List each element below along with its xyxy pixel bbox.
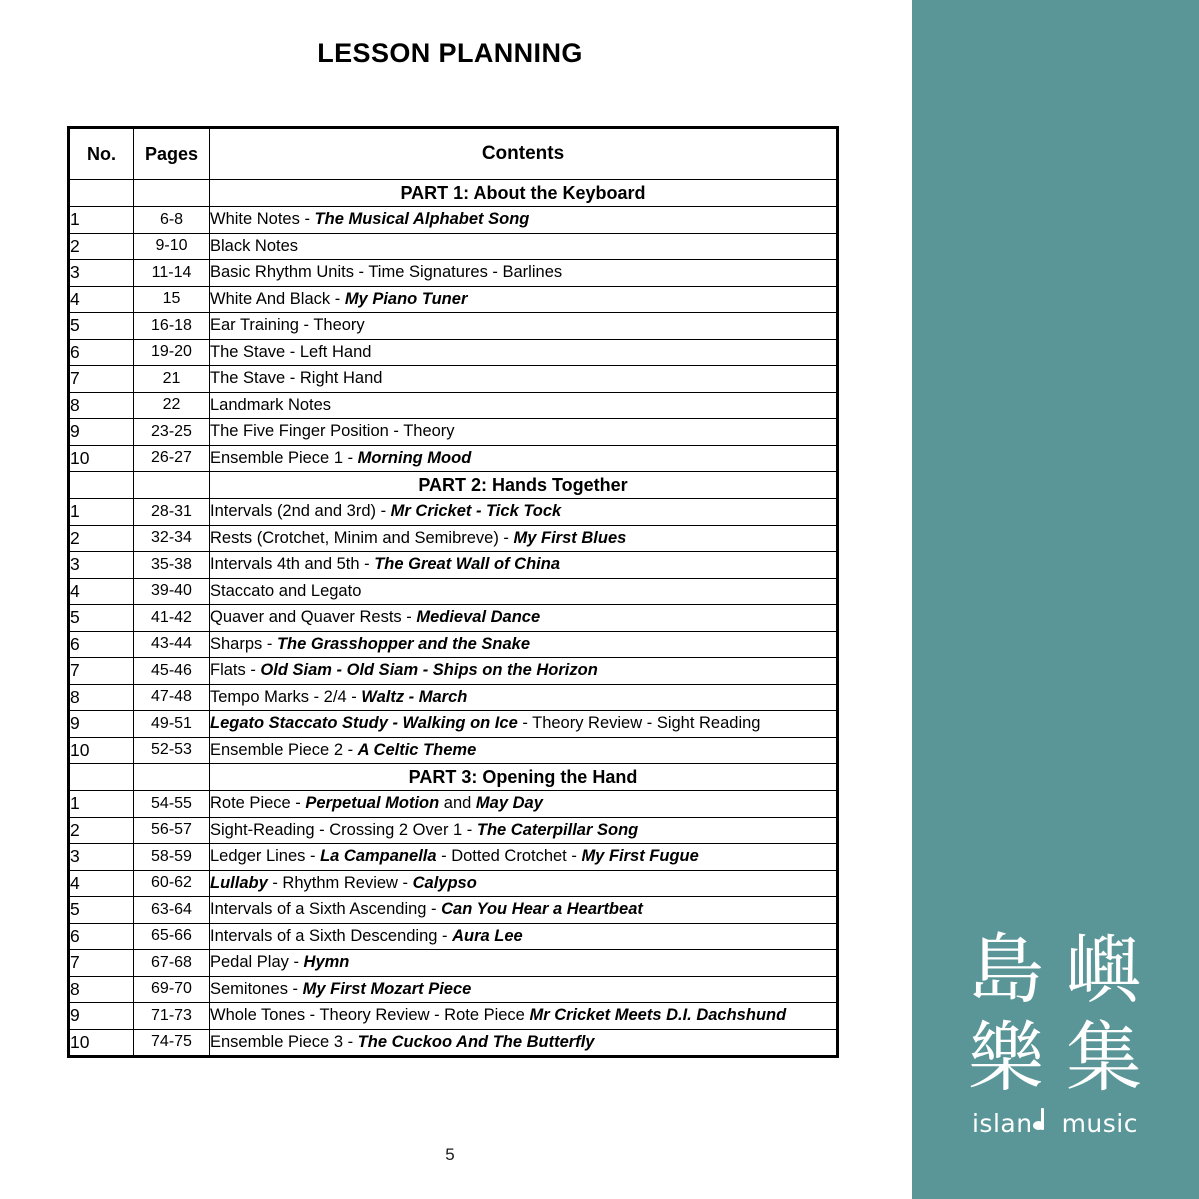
logo-wordmark-island-text: islan bbox=[971, 1109, 1033, 1138]
piece-title: Mr Cricket Meets D.I. Dachshund bbox=[529, 1006, 787, 1025]
row-contents bbox=[210, 1003, 838, 1030]
row-pages: 11-14 bbox=[134, 260, 210, 287]
table-row bbox=[69, 737, 838, 764]
contents-text: White And Black - bbox=[210, 289, 345, 308]
row-number: 6 bbox=[69, 923, 134, 950]
table-row bbox=[69, 870, 838, 897]
contents-text: Rests (Crotchet, Minim and Semibreve) - bbox=[210, 528, 514, 547]
row-pages: 19-20 bbox=[134, 339, 210, 366]
row-number: 6 bbox=[69, 631, 134, 658]
table-header bbox=[69, 128, 838, 180]
table-header-row bbox=[69, 128, 838, 180]
row-number: 1 bbox=[69, 499, 134, 526]
contents-text: Tempo Marks - 2/4 - bbox=[210, 687, 362, 706]
piece-title: Hymn bbox=[303, 953, 350, 972]
part-heading-blank-pages bbox=[134, 764, 210, 791]
contents-text: The Five Finger Position - Theory bbox=[210, 422, 455, 441]
row-contents bbox=[210, 233, 838, 260]
piece-title: Can You Hear a Heartbeat bbox=[441, 900, 643, 919]
row-contents bbox=[210, 260, 838, 287]
row-contents bbox=[210, 366, 838, 393]
row-number: 5 bbox=[69, 897, 134, 924]
row-contents bbox=[210, 897, 838, 924]
table-row bbox=[69, 552, 838, 579]
table-row bbox=[69, 1029, 838, 1057]
row-pages: 56-57 bbox=[134, 817, 210, 844]
table-row bbox=[69, 1003, 838, 1030]
table-row bbox=[69, 207, 838, 234]
table-row bbox=[69, 658, 838, 685]
table-row bbox=[69, 339, 838, 366]
table-row bbox=[69, 605, 838, 632]
row-number: 10 bbox=[69, 445, 134, 472]
row-number: 8 bbox=[69, 392, 134, 419]
row-number: 9 bbox=[69, 1003, 134, 1030]
row-contents bbox=[210, 631, 838, 658]
piece-title: The Musical Alphabet Song bbox=[314, 210, 530, 229]
piece-title: The Great Wall of China bbox=[374, 555, 560, 574]
table-row bbox=[69, 260, 838, 287]
contents-text: Ensemble Piece 3 - bbox=[210, 1032, 358, 1051]
row-number: 7 bbox=[69, 950, 134, 977]
row-contents bbox=[210, 552, 838, 579]
logo-char-2: 嶼 bbox=[1066, 925, 1142, 1014]
row-contents bbox=[210, 207, 838, 234]
row-pages: 39-40 bbox=[134, 578, 210, 605]
row-number: 9 bbox=[69, 711, 134, 738]
part-heading-row bbox=[69, 764, 838, 791]
piece-title: My First Fugue bbox=[581, 847, 699, 866]
piece-title: Aura Lee bbox=[452, 926, 523, 945]
contents-text: Sight-Reading - Crossing 2 Over 1 - bbox=[210, 820, 477, 839]
piece-title: The Caterpillar Song bbox=[476, 820, 639, 839]
row-pages: 6-8 bbox=[134, 207, 210, 234]
contents-text: Landmark Notes bbox=[210, 395, 332, 414]
table-row bbox=[69, 233, 838, 260]
row-contents bbox=[210, 313, 838, 340]
logo-cjk-characters bbox=[964, 925, 1146, 1102]
row-contents bbox=[210, 737, 838, 764]
row-number: 8 bbox=[69, 976, 134, 1003]
piece-title: Medieval Dance bbox=[416, 608, 541, 627]
row-number: 1 bbox=[69, 207, 134, 234]
table-row bbox=[69, 286, 838, 313]
part-heading-title: PART 1: About the Keyboard bbox=[210, 180, 838, 207]
row-pages: 16-18 bbox=[134, 313, 210, 340]
contents-text: Intervals of a Sixth Ascending - bbox=[210, 900, 442, 919]
row-contents bbox=[210, 286, 838, 313]
table-row bbox=[69, 897, 838, 924]
row-contents bbox=[210, 976, 838, 1003]
row-contents bbox=[210, 658, 838, 685]
contents-text: Rote Piece - bbox=[210, 794, 306, 813]
row-contents bbox=[210, 525, 838, 552]
row-contents bbox=[210, 419, 838, 446]
table-row bbox=[69, 844, 838, 871]
table-row bbox=[69, 525, 838, 552]
table-body bbox=[69, 180, 838, 1057]
table-row bbox=[69, 711, 838, 738]
row-pages: 26-27 bbox=[134, 445, 210, 472]
row-contents bbox=[210, 950, 838, 977]
contents-text: and bbox=[439, 794, 476, 813]
logo-wordmark bbox=[972, 1108, 1138, 1138]
row-contents bbox=[210, 445, 838, 472]
piece-title: My First Mozart Piece bbox=[302, 979, 472, 998]
part-heading-blank-no bbox=[69, 472, 134, 499]
row-number: 10 bbox=[69, 1029, 134, 1057]
contents-text: Quaver and Quaver Rests - bbox=[210, 608, 417, 627]
table-row bbox=[69, 976, 838, 1003]
row-pages: 58-59 bbox=[134, 844, 210, 871]
row-pages: 71-73 bbox=[134, 1003, 210, 1030]
row-pages: 21 bbox=[134, 366, 210, 393]
row-number: 6 bbox=[69, 339, 134, 366]
part-heading-title: PART 2: Hands Together bbox=[210, 472, 838, 499]
table-row bbox=[69, 445, 838, 472]
contents-text: Intervals 4th and 5th - bbox=[210, 555, 375, 574]
piece-title: My First Blues bbox=[513, 528, 627, 547]
row-number: 5 bbox=[69, 605, 134, 632]
piece-title: La Campanella bbox=[320, 847, 437, 866]
part-heading-title: PART 3: Opening the Hand bbox=[210, 764, 838, 791]
row-number: 2 bbox=[69, 525, 134, 552]
row-pages: 63-64 bbox=[134, 897, 210, 924]
row-pages: 47-48 bbox=[134, 684, 210, 711]
table-row bbox=[69, 923, 838, 950]
piece-title: Old Siam - Old Siam - Ships on the Horizon bbox=[260, 661, 598, 680]
row-contents bbox=[210, 499, 838, 526]
row-number: 4 bbox=[69, 870, 134, 897]
piece-title: A Celtic Theme bbox=[357, 740, 477, 759]
row-pages: 49-51 bbox=[134, 711, 210, 738]
page-number: 5 bbox=[445, 1145, 455, 1164]
table-row bbox=[69, 392, 838, 419]
row-pages: 23-25 bbox=[134, 419, 210, 446]
row-pages: 15 bbox=[134, 286, 210, 313]
table-row bbox=[69, 950, 838, 977]
row-pages: 45-46 bbox=[134, 658, 210, 685]
column-header-no: No. bbox=[69, 128, 134, 180]
contents-text: Staccato and Legato bbox=[210, 581, 362, 600]
table-row bbox=[69, 313, 838, 340]
row-number: 4 bbox=[69, 578, 134, 605]
contents-text: Semitones - bbox=[210, 979, 303, 998]
row-number: 3 bbox=[69, 552, 134, 579]
column-header-contents: Contents bbox=[210, 128, 838, 180]
contents-text: White Notes - bbox=[210, 210, 315, 229]
table-row bbox=[69, 366, 838, 393]
row-contents bbox=[210, 791, 838, 818]
piece-title: Morning Mood bbox=[357, 448, 472, 467]
contents-text: - Theory Review - Sight Reading bbox=[517, 714, 761, 733]
row-pages: 65-66 bbox=[134, 923, 210, 950]
table-row bbox=[69, 631, 838, 658]
row-contents bbox=[210, 870, 838, 897]
contents-text: The Stave - Right Hand bbox=[210, 369, 383, 388]
row-number: 2 bbox=[69, 817, 134, 844]
row-contents bbox=[210, 392, 838, 419]
row-pages: 52-53 bbox=[134, 737, 210, 764]
row-contents bbox=[210, 339, 838, 366]
row-number: 9 bbox=[69, 419, 134, 446]
row-number: 4 bbox=[69, 286, 134, 313]
row-contents bbox=[210, 605, 838, 632]
row-number: 5 bbox=[69, 313, 134, 340]
piece-title: My Piano Tuner bbox=[344, 289, 468, 308]
contents-text: Black Notes bbox=[210, 236, 299, 255]
row-contents bbox=[210, 1029, 838, 1057]
piece-title: May Day bbox=[475, 794, 543, 813]
piece-title: The Cuckoo And The Butterfly bbox=[357, 1032, 595, 1051]
logo-char-4: 集 bbox=[1066, 1013, 1142, 1102]
table-row bbox=[69, 817, 838, 844]
table-row bbox=[69, 578, 838, 605]
row-pages: 67-68 bbox=[134, 950, 210, 977]
row-pages: 54-55 bbox=[134, 791, 210, 818]
row-number: 2 bbox=[69, 233, 134, 260]
row-number: 8 bbox=[69, 684, 134, 711]
logo-wordmark-music: music bbox=[1061, 1109, 1138, 1138]
logo-char-3: 樂 bbox=[968, 1013, 1044, 1102]
lesson-planning-table-container bbox=[67, 126, 836, 1058]
row-number: 10 bbox=[69, 737, 134, 764]
contents-text: - Rhythm Review - bbox=[267, 873, 413, 892]
part-heading-blank-no bbox=[69, 180, 134, 207]
row-pages: 9-10 bbox=[134, 233, 210, 260]
contents-text: Whole Tones - Theory Review - Rote Piece bbox=[210, 1006, 530, 1025]
page-title: LESSON PLANNING bbox=[317, 38, 583, 68]
table-row bbox=[69, 419, 838, 446]
piece-title: Legato Staccato Study - Walking on Ice bbox=[210, 714, 518, 733]
contents-text: Intervals of a Sixth Descending - bbox=[210, 926, 453, 945]
row-contents bbox=[210, 711, 838, 738]
piece-title: The Grasshopper and the Snake bbox=[276, 634, 531, 653]
contents-text: Intervals (2nd and 3rd) - bbox=[210, 502, 391, 521]
row-pages: 28-31 bbox=[134, 499, 210, 526]
part-heading-blank-pages bbox=[134, 472, 210, 499]
contents-text: The Stave - Left Hand bbox=[210, 342, 372, 361]
row-number: 7 bbox=[69, 366, 134, 393]
piece-title: Mr Cricket - Tick Tock bbox=[390, 502, 562, 521]
piece-title: Lullaby bbox=[210, 873, 268, 892]
part-heading-row bbox=[69, 472, 838, 499]
part-heading-blank-no bbox=[69, 764, 134, 791]
contents-text: Flats - bbox=[210, 661, 261, 680]
lesson-planning-table bbox=[67, 126, 839, 1058]
row-pages: 69-70 bbox=[134, 976, 210, 1003]
row-pages: 41-42 bbox=[134, 605, 210, 632]
contents-text: Ledger Lines - bbox=[210, 847, 321, 866]
row-pages: 32-34 bbox=[134, 525, 210, 552]
row-pages: 43-44 bbox=[134, 631, 210, 658]
row-number: 3 bbox=[69, 844, 134, 871]
contents-text: Basic Rhythm Units - Time Signatures - Barlines bbox=[210, 263, 563, 282]
column-header-pages: Pages bbox=[134, 128, 210, 180]
contents-text: Pedal Play - bbox=[210, 953, 304, 972]
contents-text: Ensemble Piece 2 - bbox=[210, 740, 358, 759]
row-contents bbox=[210, 684, 838, 711]
logo-char-1: 島 bbox=[968, 925, 1044, 1014]
row-number: 7 bbox=[69, 658, 134, 685]
row-contents bbox=[210, 923, 838, 950]
music-note-icon bbox=[1033, 1108, 1048, 1132]
row-number: 3 bbox=[69, 260, 134, 287]
piece-title: Perpetual Motion bbox=[305, 794, 440, 813]
piece-title: Calypso bbox=[412, 873, 477, 892]
contents-text: - Dotted Crotchet - bbox=[436, 847, 582, 866]
row-pages: 74-75 bbox=[134, 1029, 210, 1057]
row-contents bbox=[210, 817, 838, 844]
island-music-logo bbox=[955, 925, 1155, 1146]
row-pages: 22 bbox=[134, 392, 210, 419]
logo-wordmark-island bbox=[972, 1108, 1048, 1138]
contents-text: Ensemble Piece 1 - bbox=[210, 448, 358, 467]
table-row bbox=[69, 499, 838, 526]
piece-title: Waltz - March bbox=[361, 687, 468, 706]
contents-text: Sharps - bbox=[210, 634, 277, 653]
table-row bbox=[69, 791, 838, 818]
row-pages: 60-62 bbox=[134, 870, 210, 897]
row-contents bbox=[210, 844, 838, 871]
table-row bbox=[69, 684, 838, 711]
part-heading-row bbox=[69, 180, 838, 207]
row-pages: 35-38 bbox=[134, 552, 210, 579]
contents-text: Ear Training - Theory bbox=[210, 316, 365, 335]
row-number: 1 bbox=[69, 791, 134, 818]
row-contents bbox=[210, 578, 838, 605]
part-heading-blank-pages bbox=[134, 180, 210, 207]
